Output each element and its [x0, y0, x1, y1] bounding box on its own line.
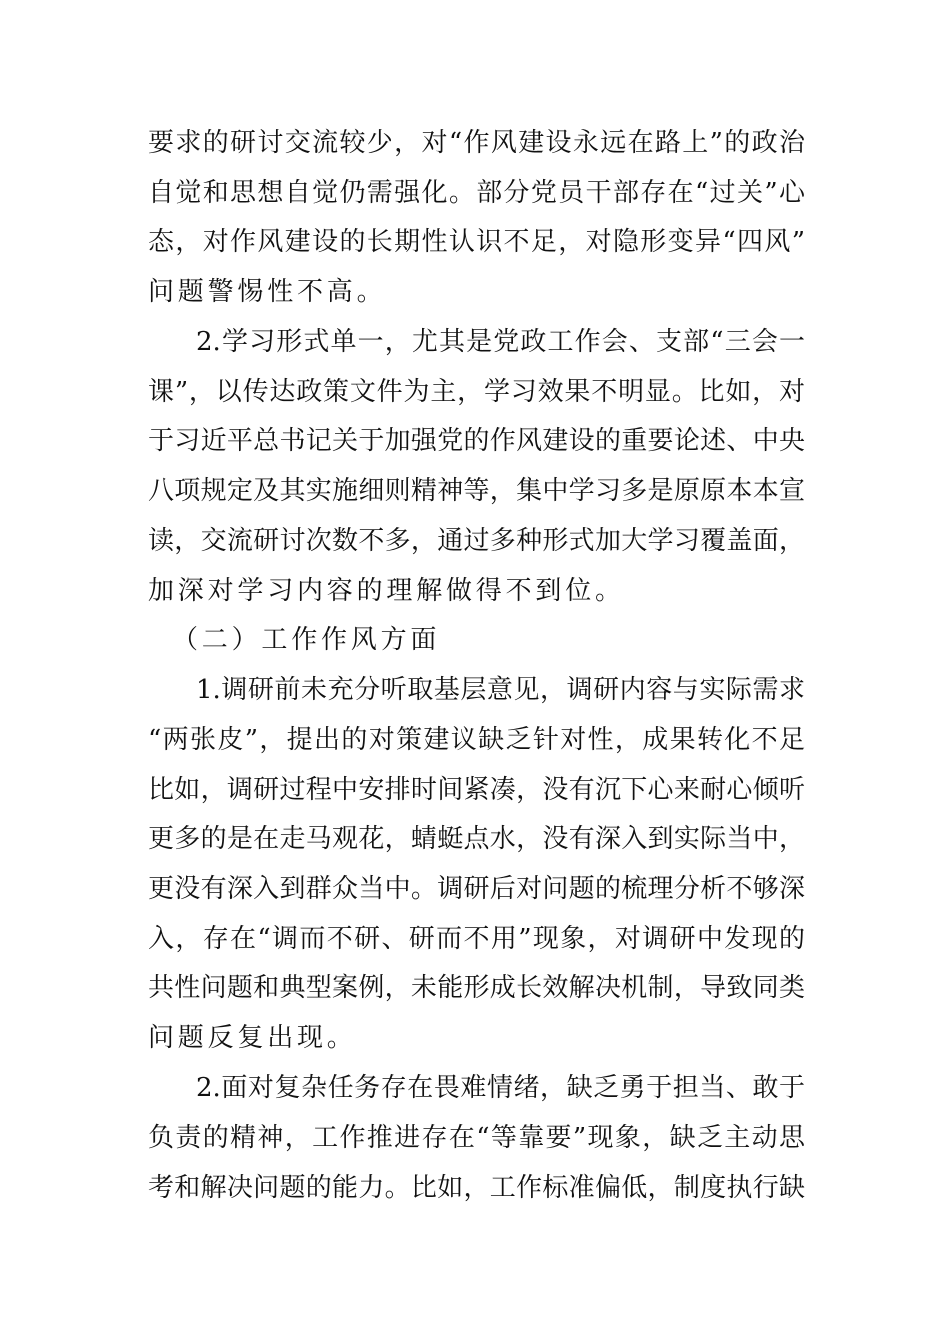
section-heading: （二）工作作风方面	[172, 625, 441, 655]
text-line: 加深对学习内容的理解做得不到位。	[148, 576, 625, 606]
text-line: 自觉和思想自觉仍需强化。部分党员干部存在“过关”心	[148, 178, 805, 208]
text-line: 要求的研讨交流较少，对“作风建设永远在路上”的政治	[148, 128, 805, 158]
text-line: 问题反复出现。	[148, 1023, 357, 1053]
text-line: 1.调研前未充分听取基层意见，调研内容与实际需求	[196, 675, 805, 705]
text-line: 入，存在“调而不研、研而不用”现象，对调研中发现的	[148, 924, 805, 954]
text-line: 于习近平总书记关于加强党的作风建设的重要论述、中央	[148, 426, 805, 456]
text-line: 考和解决问题的能力。比如，工作标准偏低，制度执行缺	[148, 1173, 805, 1203]
text-line: 比如，调研过程中安排时间紧凑，没有沉下心来耐心倾听	[148, 775, 805, 805]
text-line: 共性问题和典型案例，未能形成长效解决机制，导致同类	[148, 973, 805, 1003]
text-line: 更多的是在走马观花，蜻蜓点水，没有深入到实际当中，	[148, 824, 805, 854]
text-line: 2.学习形式单一，尤其是党政工作会、支部“三会一	[196, 327, 805, 357]
text-line: 课”，以传达政策文件为主，学习效果不明显。比如，对	[148, 377, 805, 407]
text-line: 态，对作风建设的长期性认识不足，对隐形变异“四风”	[148, 227, 805, 257]
text-line: 问题警惕性不高。	[148, 277, 387, 307]
text-line: 八项规定及其实施细则精神等，集中学习多是原原本本宣	[148, 476, 805, 506]
text-line: 读，交流研讨次数不多，通过多种形式加大学习覆盖面，	[148, 526, 805, 556]
text-line: “两张皮”，提出的对策建议缺乏针对性，成果转化不足	[148, 725, 805, 755]
text-line: 负责的精神，工作推进存在“等靠要”现象，缺乏主动思	[148, 1123, 805, 1153]
text-line: 更没有深入到群众当中。调研后对问题的梳理分析不够深	[148, 874, 805, 904]
text-line: 2.面对复杂任务存在畏难情绪，缺乏勇于担当、敢于	[196, 1073, 805, 1103]
